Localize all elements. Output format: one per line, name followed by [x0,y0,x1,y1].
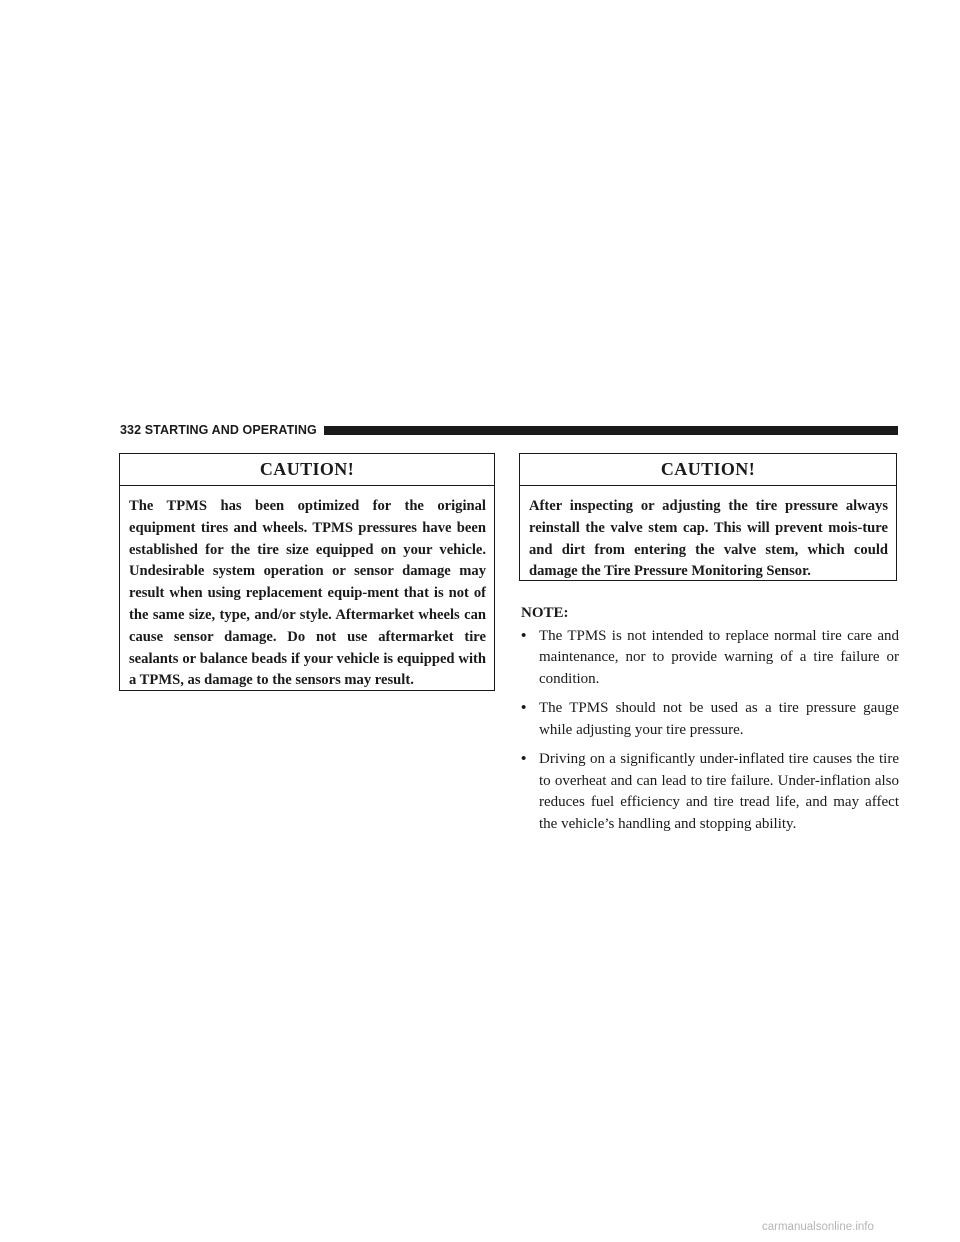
list-item [521,749,899,835]
note-title: NOTE: [521,605,569,621]
bullet-text: The TPMS is not intended to replace normal tire care and maintenance, nor to provide warning of a tire failure or condition. [539,627,899,687]
note-section [521,603,899,843]
bullet-text: The TPMS should not be used as a tire pressure gauge while adjusting your tire pressure. [539,700,899,738]
caution-title: CAUTION! [520,454,896,486]
page-header [120,422,898,438]
bullet-icon: • [521,700,527,716]
caution-box-tpms-optimized [119,453,495,691]
caution-box-valve-stem-cap [519,453,897,581]
list-item [521,698,899,741]
caution-body: After inspecting or adjusting the tire pressure always reinstall the valve stem cap. This will prevent mois-ture and dirt from entering the valve stem, which could damage the Tire Pressure Monitoring Sensor. [529,498,888,580]
caution-body: The TPMS has been optimized for the original equipment tires and wheels. TPMS pressures have been established for the tire size equipped on your vehicle. Undesirable system operation or sensor damage may result when using replacement equip-ment that is not of the same size, type, and/or style. Aftermarket wheels can cause sensor damage. Do not use aftermarket tire sealants or balance beads if your vehicle is equipped with a TPMS, as damage to the sensors may result. [129,498,486,689]
bullet-icon: • [521,627,527,644]
caution-title: CAUTION! [120,454,494,486]
note-bullet-list [521,626,899,836]
watermark: carmanualsonline.info [762,1221,874,1233]
list-item [521,626,899,691]
bullet-icon: • [521,751,527,767]
bullet-text: Driving on a significantly under-inflated tire causes the tire to overheat and can lead to tire failure. Under-inflation also reduces fuel efficiency and tire tread life, and may affect the vehicle’s handling and stopping ability. [539,751,899,832]
page-number-section-title: 332 STARTING AND OPERATING [120,423,317,437]
header-rule [324,426,898,435]
